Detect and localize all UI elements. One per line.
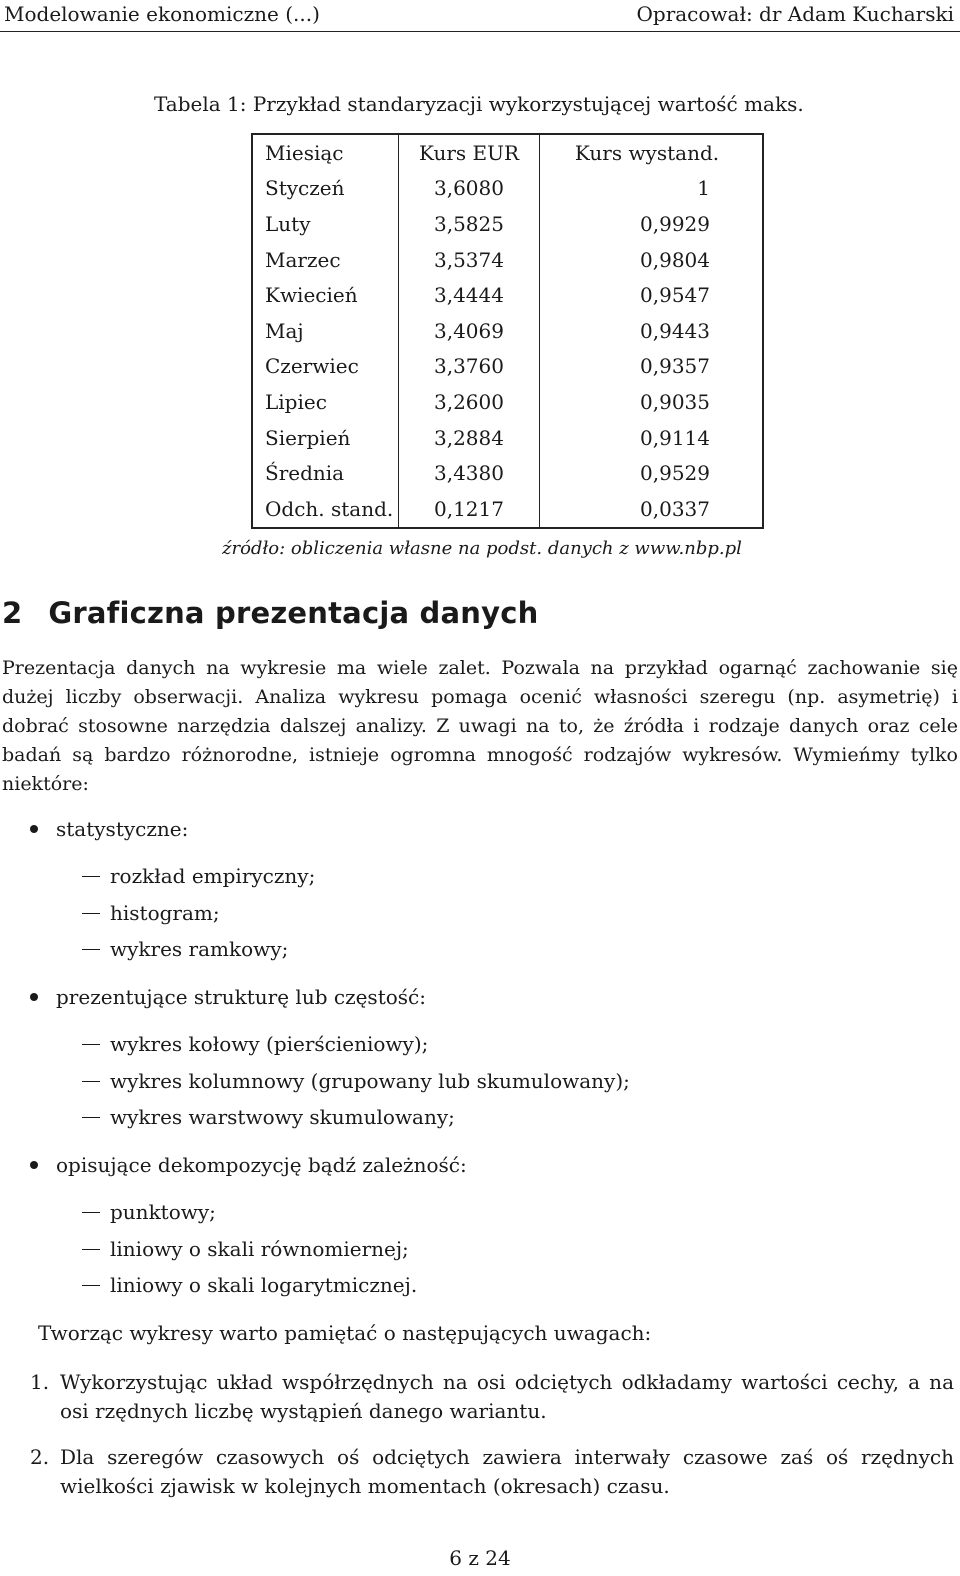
page-number: 6 z 24 bbox=[449, 1546, 511, 1570]
cell-eur-rate: 0,1217 bbox=[399, 491, 540, 528]
bullet-dot-icon bbox=[30, 825, 38, 833]
bullet-label: prezentujące strukturę lub częstość: bbox=[56, 985, 426, 1009]
table-row bbox=[252, 420, 763, 456]
column-header-eur-rate: Kurs EUR bbox=[399, 134, 540, 171]
cell-standardized: 0,9443 bbox=[640, 318, 710, 343]
dash-icon bbox=[82, 913, 100, 914]
cell-standardized: 0,9929 bbox=[640, 211, 710, 236]
dash-label: histogram; bbox=[110, 901, 220, 925]
dash-item bbox=[82, 1237, 409, 1261]
column-header-standardized-rate: Kurs wystand. bbox=[574, 140, 720, 165]
table-source-note: źródło: obliczenia własne na podst. danych z www.nbp.pl bbox=[222, 538, 742, 559]
dash-item bbox=[82, 1105, 455, 1129]
section-number: 2 bbox=[2, 596, 23, 630]
cell-eur-rate: 3,4069 bbox=[399, 313, 540, 349]
enum-text: Wykorzystując układ współrzędnych na osi odciętych odkładamy wartości cechy, a na osi rzędnych liczbę wystąpień danego wariantu. bbox=[60, 1370, 954, 1423]
table-row bbox=[252, 384, 763, 420]
dash-icon bbox=[82, 1117, 100, 1118]
cell-standardized: 0,9804 bbox=[640, 247, 710, 272]
table-row bbox=[252, 171, 763, 207]
intro-paragraph: Prezentacja danych na wykresie ma wiele zalet. Pozwala na przykład ogarnąć zachowanie się dużej liczby obserwacji. Analiza wykresu pomaga ocenić własności szeregu (np. asymetrię) i dobrać stosowne narzędzia dalszej analizy. Z uwagi na to, że źródła i rodzaje danych oraz cele badań są bardzo różnorodne, istnieje ogromna mnogość rodzajów wykresów. Wymieńmy tylko niektóre: bbox=[2, 657, 958, 795]
cell-eur-rate: 3,6080 bbox=[399, 171, 540, 207]
enum-number: 2. bbox=[30, 1445, 50, 1469]
cell-month: Średnia bbox=[252, 455, 399, 491]
dash-item bbox=[82, 1032, 428, 1056]
running-header-right: Opracował: dr Adam Kucharski bbox=[636, 2, 954, 26]
header-rule bbox=[0, 31, 960, 32]
dash-icon bbox=[82, 1212, 100, 1213]
cell-standardized: 0,9035 bbox=[640, 389, 710, 414]
cell-standardized: 0,0337 bbox=[640, 496, 710, 521]
dash-icon bbox=[82, 876, 100, 877]
remarks-intro: Tworząc wykresy warto pamiętać o następujących uwagach: bbox=[38, 1321, 652, 1345]
cell-month: Sierpień bbox=[252, 420, 399, 456]
table-row bbox=[252, 349, 763, 385]
running-header-left: Modelowanie ekonomiczne (...) bbox=[4, 2, 320, 26]
cell-month: Czerwiec bbox=[252, 349, 399, 385]
cell-eur-rate: 3,4380 bbox=[399, 455, 540, 491]
cell-month: Odch. stand. bbox=[252, 491, 399, 528]
enum-number: 1. bbox=[30, 1370, 50, 1394]
cell-month: Lipiec bbox=[252, 384, 399, 420]
dash-label: wykres warstwowy skumulowany; bbox=[110, 1105, 455, 1129]
dash-item bbox=[82, 1273, 417, 1297]
bullet-item bbox=[30, 1153, 467, 1177]
bullet-label: opisujące dekompozycję bądź zależność: bbox=[56, 1153, 467, 1177]
section-heading bbox=[2, 596, 538, 630]
cell-eur-rate: 3,2884 bbox=[399, 420, 540, 456]
bullet-item bbox=[30, 817, 188, 841]
column-header-month: Miesiąc bbox=[252, 134, 399, 171]
dash-item bbox=[82, 937, 288, 961]
cell-month: Luty bbox=[252, 206, 399, 242]
dash-label: rozkład empiryczny; bbox=[110, 864, 316, 888]
cell-eur-rate: 3,5825 bbox=[399, 206, 540, 242]
table-row bbox=[252, 491, 763, 528]
table-row bbox=[252, 242, 763, 278]
dash-label: wykres kołowy (pierścieniowy); bbox=[110, 1032, 429, 1056]
cell-standardized: 0,9529 bbox=[640, 461, 710, 486]
cell-month: Maj bbox=[252, 313, 399, 349]
cell-standardized: 0,9114 bbox=[640, 425, 710, 450]
dash-icon bbox=[82, 1249, 100, 1250]
dash-label: liniowy o skali logarytmicznej. bbox=[110, 1273, 418, 1297]
cell-eur-rate: 3,5374 bbox=[399, 242, 540, 278]
dash-label: wykres kolumnowy (grupowany lub skumulowany); bbox=[110, 1069, 630, 1093]
dash-icon bbox=[82, 1044, 100, 1045]
dash-item bbox=[82, 864, 315, 888]
bullet-dot-icon bbox=[30, 993, 38, 1001]
dash-icon bbox=[82, 949, 100, 950]
cell-eur-rate: 3,3760 bbox=[399, 349, 540, 385]
cell-standardized: 0,9547 bbox=[640, 283, 710, 308]
enum-text: Dla szeregów czasowych oś odciętych zawiera interwały czasowe zaś oś rzędnych wielkości zjawisk w kolejnych momentach (okresach) czasu. bbox=[60, 1445, 954, 1498]
cell-eur-rate: 3,4444 bbox=[399, 277, 540, 313]
cell-month: Marzec bbox=[252, 242, 399, 278]
cell-month: Kwiecień bbox=[252, 277, 399, 313]
dash-item bbox=[82, 1200, 216, 1224]
cell-standardized: 0,9357 bbox=[640, 354, 710, 379]
dash-icon bbox=[82, 1285, 100, 1286]
table-row bbox=[252, 455, 763, 491]
cell-standardized: 1 bbox=[697, 176, 710, 201]
dash-item bbox=[82, 1069, 630, 1093]
dash-label: punktowy; bbox=[110, 1200, 216, 1224]
bullet-dot-icon bbox=[30, 1161, 38, 1169]
enumerated-item bbox=[30, 1368, 954, 1426]
table-header-row bbox=[252, 134, 763, 171]
table-row bbox=[252, 277, 763, 313]
section-title: Graficzna prezentacja danych bbox=[48, 596, 539, 630]
cell-eur-rate: 3,2600 bbox=[399, 384, 540, 420]
dash-item bbox=[82, 901, 220, 925]
standardization-table bbox=[251, 133, 764, 529]
bullet-label: statystyczne: bbox=[56, 817, 189, 841]
cell-month: Styczeń bbox=[252, 171, 399, 207]
dash-label: liniowy o skali równomiernej; bbox=[110, 1237, 409, 1261]
table-row bbox=[252, 206, 763, 242]
table-caption: Tabela 1: Przykład standaryzacji wykorzystującej wartość maks. bbox=[154, 92, 804, 116]
bullet-item bbox=[30, 985, 426, 1009]
enumerated-item bbox=[30, 1443, 954, 1501]
dash-label: wykres ramkowy; bbox=[110, 937, 289, 961]
dash-icon bbox=[82, 1081, 100, 1082]
table-row bbox=[252, 313, 763, 349]
